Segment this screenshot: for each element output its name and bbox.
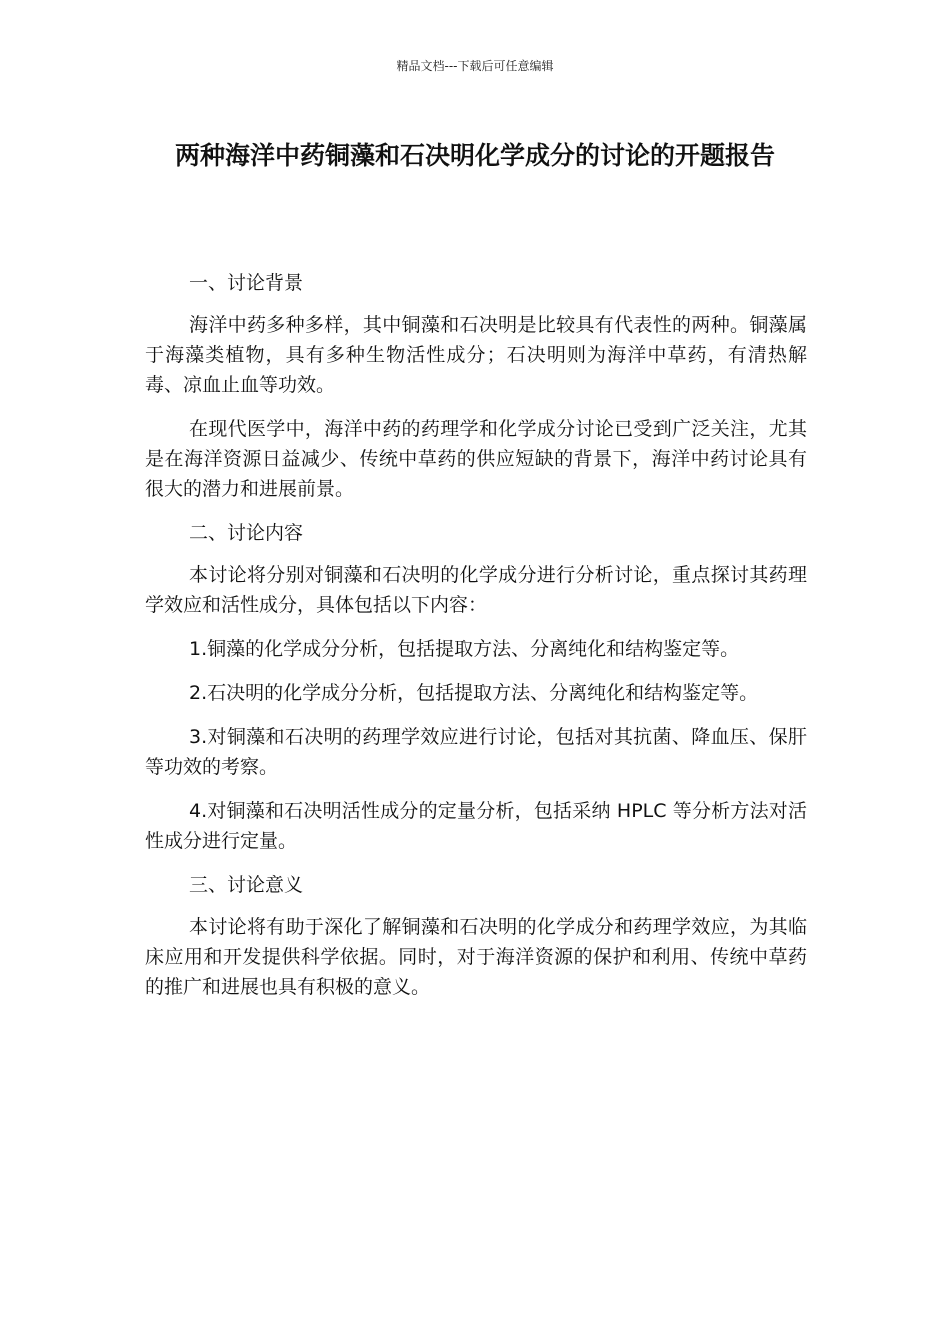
page-header: 精品文档---下载后可任意编辑 [396, 59, 554, 73]
document-body [145, 268, 807, 1016]
list-item: 3.对铜藻和石决明的药理学效应进行讨论，包括对其抗菌、降血压、保肝等功效的考察。 [145, 726, 807, 778]
section-heading-content: 二、讨论内容 [189, 522, 304, 544]
section-heading-background: 一、讨论背景 [189, 272, 304, 294]
document-title: 两种海洋中药铜藻和石决明化学成分的讨论的开题报告 [174, 141, 775, 170]
section-heading-significance: 三、讨论意义 [189, 874, 304, 896]
paragraph: 本讨论将有助于深化了解铜藻和石决明的化学成分和药理学效应，为其临床应用和开发提供科学依据。同时，对于海洋资源的保护和利用、传统中草药的推广和进展也具有积极的意义。 [145, 916, 807, 998]
list-item: 2.石决明的化学成分分析，包括提取方法、分离纯化和结构鉴定等。 [189, 682, 759, 704]
list-item: 4.对铜藻和石决明活性成分的定量分析，包括采纳 HPLC 等分析方法对活性成分进行定量。 [145, 800, 807, 852]
paragraph: 海洋中药多种多样，其中铜藻和石决明是比较具有代表性的两种。铜藻属于海藻类植物，具有多种生物活性成分；石决明则为海洋中草药，有清热解毒、凉血止血等功效。 [145, 314, 807, 396]
paragraph: 在现代医学中，海洋中药的药理学和化学成分讨论已受到广泛关注，尤其是在海洋资源日益减少、传统中草药的供应短缺的背景下，海洋中药讨论具有很大的潜力和进展前景。 [145, 418, 807, 500]
list-item: 1.铜藻的化学成分分析，包括提取方法、分离纯化和结构鉴定等。 [189, 638, 740, 660]
paragraph: 本讨论将分别对铜藻和石决明的化学成分进行分析讨论，重点探讨其药理学效应和活性成分，具体包括以下内容： [145, 564, 807, 616]
